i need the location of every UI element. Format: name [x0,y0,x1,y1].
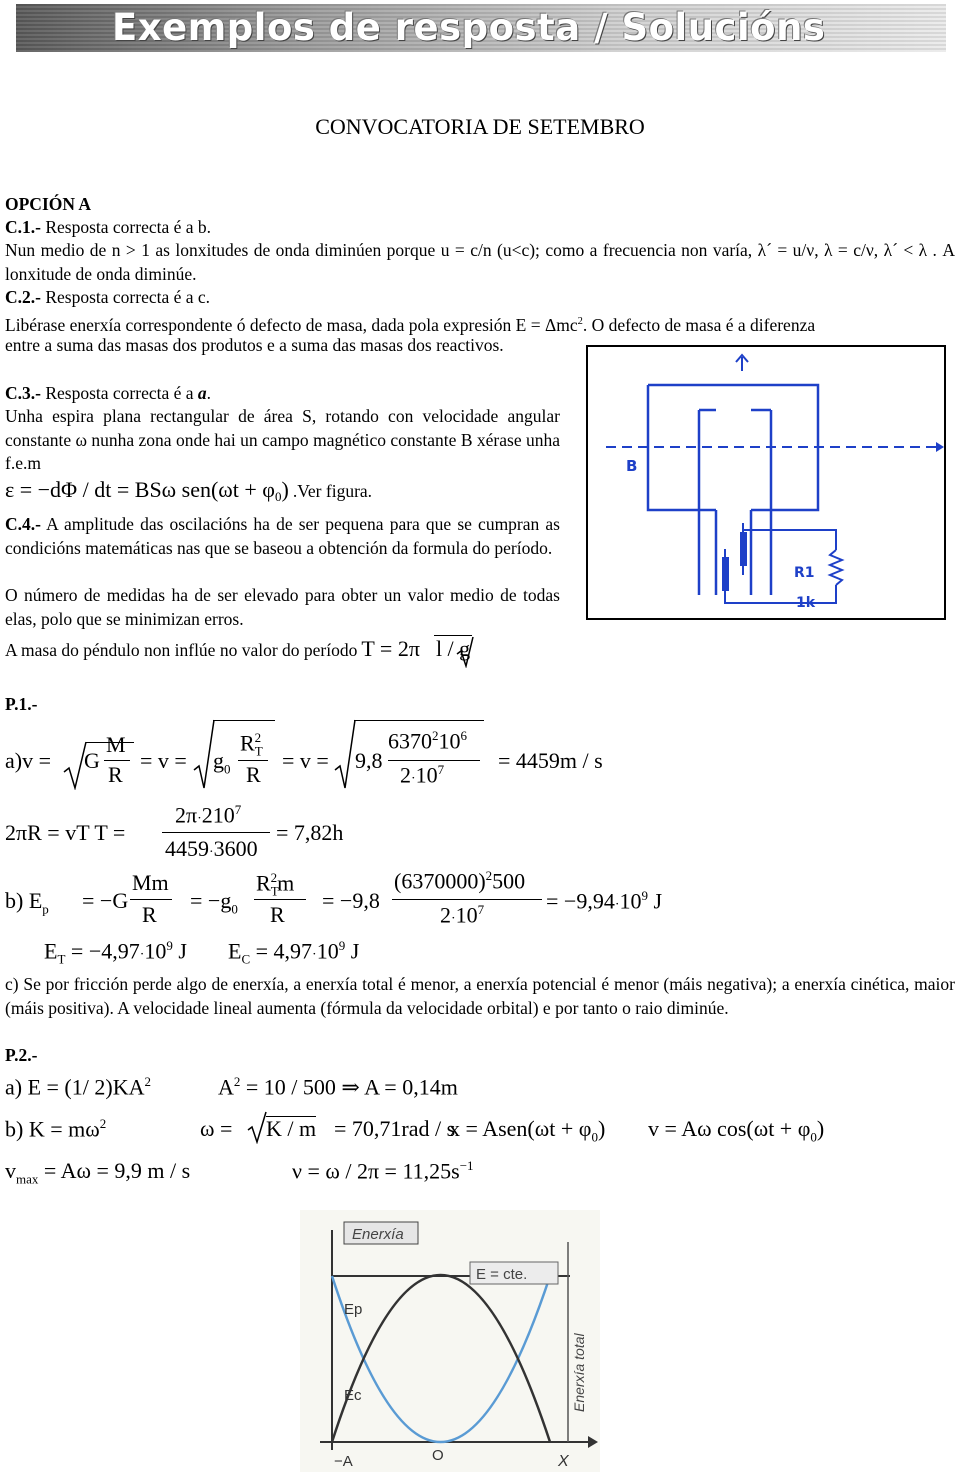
p1-et-val: = −4,97 [70,938,140,964]
p1-a-frac-top-exp2: 6 [460,728,467,743]
p1-b-top-1: (6370000) [394,868,486,894]
p1-b-result-2: 10 [619,888,642,914]
p2-b-omega [200,1116,232,1142]
c1-answer: Resposta correcta é a b. [45,217,212,237]
p1-ec: $E_C = 4,97\cdot 10^9$ J [228,938,360,967]
p2-a-line-2 [218,1074,458,1100]
p1-period-frac [162,832,270,833]
p1-b-sq: 2 [270,870,278,885]
c3-text: Unha espira plana rectangular de área S, rotando con velocidade angular constante ω nunha zona onde hai un campo magnético constante B xérase unha f.e.m [5,406,560,473]
c3-ver-figura: .Ver figura. [292,481,373,501]
p2-a-2-exp: 2 [233,1074,241,1089]
c2-label: C.2.- [5,287,41,307]
p1-a-g0 [213,748,231,777]
p1-b-rtm [256,870,294,900]
p2-b-root: K / m [266,1116,317,1141]
p1-period-equation [0,800,960,862]
p2-b-sqrt [246,1110,268,1144]
p1-a-frac-top [388,728,467,754]
p1-period-top: $2\pi\cdot 210^7$ [175,802,242,828]
p1-a-frac-bot-1: 2 [400,762,411,788]
p1-b-R2: R [270,902,285,927]
c4-label: C.4.- [5,514,41,534]
p1-a-frac-top-exp: 2 [432,728,439,743]
p1-a-R2: R [246,762,261,787]
p1-period-top-1: 2π [175,802,198,828]
p1-b-top [394,868,525,894]
p1-b-R: R [142,902,157,927]
label-total: Enerxía total [571,1333,587,1412]
c3-answer-pre: Resposta correcta é a [45,383,198,403]
c3-formula-sub: 0 [275,489,282,505]
p2-a-2: A [218,1074,234,1100]
label-1k: 1k [796,595,816,611]
p2-b-2: ω = [200,1116,233,1141]
p2-b-v [648,1116,824,1145]
banner-title: Exemplos de resposta / Solucións [112,6,826,49]
p2-c-3-exp: −1 [459,1158,474,1173]
energy-cte: E = cte. [476,1266,528,1283]
p2-a-3: = 10 / 500 ⇒ A = 0,14m [245,1074,458,1100]
p1-b-eq: = −G [82,888,129,913]
c1-answer-line [5,216,955,240]
p1-b-eq-g-text: = −g [190,888,232,913]
c3-formula-main: ε = −dΦ / dt = BSω sen(ωt + φ [5,477,276,502]
p1-period-bot-2: 3600 [213,836,258,861]
p1-b-sub: p [42,901,49,917]
label-r1: R1 [794,565,815,581]
p1-period-result: = 7,82h [276,820,344,845]
p1-a-lead: a)v = [5,748,51,773]
p1-b-bot-exp: 7 [477,902,485,917]
p1-ec-sub: C [241,951,251,967]
c2-text-1: Libérase enerxía correspondente ó defecto de masa, dada pola expresión E = Δmc [5,314,578,335]
p1-period-bot: 4459·3600 [165,836,258,861]
generator-figure [586,345,946,620]
p1-label: P.1.- [5,694,38,714]
c4-formula-root: l / g [435,636,471,661]
p2-a-1: a) E = (1/ 2)KA [5,1074,145,1100]
p2-b-3: = 70,71rad / s [334,1116,456,1141]
p1-b-unit: J [653,888,663,914]
p1-a-frac-bot: $2\cdot 10^7$ [400,762,445,788]
p2-a-line [5,1074,151,1100]
p2-c-1-sub: max [16,1171,39,1187]
p1-b-RTm: R [256,870,271,896]
p1-a-eq-v: = v = [140,748,187,773]
p1-a-rt [240,730,261,760]
c3-answer-line: C.3.- Resposta correcta é a a. [5,383,212,403]
p1-a-frac-2 [238,760,268,761]
p1-et: $E_T = -4,97\cdot 10^9$ J [44,938,187,967]
p1-a-RT: R [240,730,255,756]
p1-a-sq: 2 [254,730,262,745]
p1-b-bot: $2\cdot 10^7$ [440,902,485,928]
p2-b-1: b) K = mω [5,1116,100,1142]
c2-text-3: entre a suma das masas dos produtos e a suma das masas dos reactivos. [5,335,504,355]
p2-b-5-sub: 0 [810,1129,817,1145]
p2-b-4-sub: 0 [591,1129,598,1145]
p1-b-top-2: 500 [492,868,526,894]
p1-ec-exp: 9 [338,938,346,953]
p1-ec-pow: 10 [316,938,339,964]
p1-period-lead: 2πR = vT T = [5,820,126,845]
p1-a-sqrt-3 [333,718,357,790]
p1-et-sub: T [57,951,66,967]
c2-text-2: . O defecto de masa é a diferenza [582,314,816,335]
p1-a-frac-1 [104,760,130,761]
p1-b-bot-1: 2 [440,902,451,928]
p1-b-Mm: Mm [132,870,169,895]
p1-b-eq-num: = −9,8 [322,888,380,913]
p1-b-eq-g [190,888,238,917]
p1-totals [0,938,960,970]
p1-a-G: G [84,748,100,773]
p2-c-3: ν = ω / 2π = 11,25s [292,1158,460,1184]
p2-label: P.2.- [5,1045,38,1065]
c4-text-3: A masa do péndulo non inflúe no valor do período [5,640,358,660]
c2-answer: Resposta correcta é a c. [45,287,211,307]
p1-b-bot-2: 10 [455,902,478,928]
c3-label: C.3.- [5,383,41,403]
p1-period-bot-1: 4459 [165,836,209,861]
c4-sqrt-sign [455,636,475,668]
p1-et-unit: J [178,938,187,964]
p2-c-line [5,1158,190,1187]
p1-a-frac-bot-2: 10 [415,762,438,788]
p2-c-2: = Aω = 9,9 m / s [43,1158,191,1183]
p1-et-exp: 9 [166,938,173,953]
p1-b-top-exp: 2 [485,868,493,883]
header-banner [16,4,946,52]
p1-a-frac-3 [388,760,480,761]
energy-figure [300,1210,600,1472]
p1-a-M: M [106,732,126,757]
p1-c-text: c) Se por fricción perde algo de enerxía, a enerxía total é menor, a enerxía potencial é menor (máis negativa); a enerxía cinética, maior (máis positiva). A velocidade lineal aumenta (fórmula da velocidade orbital) e por tanto o raio diminúe. [5,974,955,1018]
energy-title: Enerxía [352,1226,404,1243]
p1-period-top-3: 10 [212,802,235,828]
c4-formula-T: T = 2π [361,636,420,661]
p2-b-line [5,1116,106,1142]
p2-c-nu [292,1158,474,1184]
c1-text: Nun medio de n > 1 as lonxitudes de onda diminúen porque u = c/n (u<c); como a frecuencia non varía, λ´ = u/ν, λ = c/ν, λ´ < λ . A lonxitude de onda diminúe. [5,240,955,284]
p1-a-num: 9,8 [355,748,383,773]
c3-answer-letter: a [197,383,207,403]
c2-answer-line [5,286,955,310]
p2-b-4-end: ) [597,1116,606,1141]
c4-formula-line [5,636,472,663]
c4-text-1 [5,513,560,560]
p2-b-4: x = Asen(ωt + φ [449,1116,592,1141]
p1-a-result: = 4459m / s [498,748,603,773]
p1-et-E: E [44,938,58,964]
p1-b-lead [5,888,49,917]
p1-b-frac-3 [392,899,542,900]
label-ec: Ec [344,1387,362,1404]
p2-b-5-end: ) [816,1116,825,1141]
p1-period-top-2: 2 [201,802,213,828]
c4-text-1-body: A amplitude das oscilacións ha de ser pequena para que se cumpran as condicións matemáticas nas que se baseou a obtención da formula do período. [5,514,560,558]
c4-text-2: O número de medidas ha de ser elevado para obter un valor medio de todas elas, polo que se minimizan erros. [5,585,560,629]
p1-b-g-sub: 0 [231,901,238,917]
c1-label: C.1.- [5,217,41,237]
p1-a-sqrt-bar-3 [354,720,484,721]
p2-c-1: v [5,1158,16,1183]
p1-b-m: m [277,870,295,896]
p2-a-1-exp: 2 [144,1074,151,1089]
p1-ec-val: = 4,97 [255,938,313,964]
p1-a-g: g [213,748,224,773]
p1-a-g-sub: 0 [224,761,231,777]
p1-ec-E: E [228,938,242,964]
label-o: O [432,1447,444,1464]
option-heading: OPCIÓN A [5,194,92,214]
convocatoria-heading: CONVOCATORIA DE SETEMBRO [315,114,645,139]
p1-b-frac-2 [254,899,306,900]
p1-a-frac-top-2: 10 [438,728,461,754]
p2-b-1-exp: 2 [99,1116,107,1131]
c3-formula [5,477,372,505]
p1-a-T-sub: T [254,743,263,759]
label-neg-a: −A [334,1453,353,1470]
p1-b-T-sub: T [270,883,279,899]
c3-formula-end: ) [281,477,289,502]
label-b: B [626,457,638,475]
p1-b-lead-text: b) E [5,888,43,913]
p1-a-eq-v2: = v = [282,748,329,773]
p1-b-frac-1 [130,899,172,900]
label-ep: Ep [344,1301,363,1318]
label-x: X [558,1453,569,1470]
p1-a-frac-top-1: 6370 [388,728,432,754]
p2-b-5: v = Aω cos(ωt + φ [648,1116,811,1141]
c2-sup: 2 [577,316,583,327]
p1-b-result-1: = −9,94 [546,888,615,914]
p1-a-equation [0,718,960,808]
p1-period-top-exp: 7 [234,802,242,817]
p1-b-equation [0,868,960,932]
p1-a-frac-bot-exp: 7 [437,762,445,777]
p1-b-result: = $-9,94\cdot 10^9$ J [546,888,663,914]
p1-b-result-exp: 9 [641,888,648,903]
p1-et-pow: 10 [144,938,167,964]
p1-a-R: R [108,762,123,787]
p2-b-x [449,1116,605,1145]
p1-ec-unit: J [350,938,360,964]
p1-a-sqrt-bar-2 [213,720,275,721]
